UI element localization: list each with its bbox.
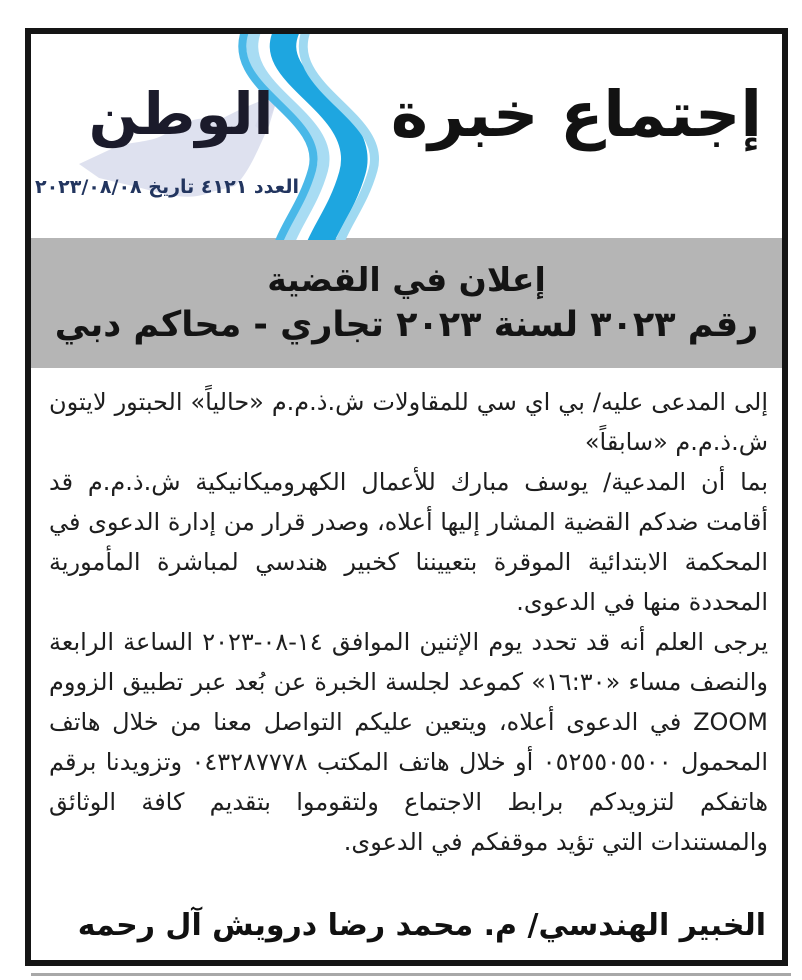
case-banner (31, 238, 782, 368)
issue-date-line: العدد ٤١٢١ تاريخ ٢٠٢٣/٠٨/٠٨ (34, 176, 300, 198)
paragraph-meeting-details: يرجى العلم أنه قد تحدد يوم الإثنين الموافق ١٤-٠٨-٢٠٢٣ الساعة الرابعة والنصف مساء «١٦:٣٠» كموعد لجلسة الخبرة عن بُعد عبر تطبيق الزووم ZOOM في الدعوى أعلاه، ويتعين عليكم التواصل معنا من خلال هاتف المحمول ٠٥٢٥٥٠٥٥٠٠ أو خلال هاتف المكتب ٠٤٣٢٨٧٧٧٨ وتزويدنا برقم هاتفكم لتزويدكم برابط الاجتماع ولتقوموا بتقديم كافة الوثائق والمستندات التي تؤيد موقفكم في الدعوى. (49, 628, 769, 856)
expert-signature: الخبير الهندسي/ م. محمد رضا درويش آل رحمه (77, 908, 766, 943)
ad-frame (25, 28, 788, 966)
ad-title: إجتماع خبرة (390, 78, 762, 151)
paragraph-case-background: بما أن المدعية/ يوسف مبارك للأعمال الكهروميكانيكية ش.ذ.م.م قد أقامت ضدكم القضية المشار إليها أعلاه، وصدر قرار من إدارة الدعوى في المحكمة الابتدائية الموقرة بتعييننا كخبير هندسي لمباشرة المأمورية المحددة منها في الدعوى. (49, 468, 768, 616)
masthead-header (31, 34, 782, 238)
paragraph-addressee: إلى المدعى عليه/ بي اي سي للمقاولات ش.ذ.م.م «حالياً» الحبتور لايتون ش.ذ.م.م «سابقاً» (49, 388, 768, 456)
bottom-shadow-line (31, 973, 791, 976)
newspaper-logo: الوطن (88, 80, 274, 148)
case-banner-number: رقم ٣٠٢٣ لسنة ٢٠٢٣ تجاري - محاكم دبي (54, 305, 759, 345)
case-banner-title: إعلان في القضية (267, 260, 546, 299)
notice-body (31, 368, 782, 904)
